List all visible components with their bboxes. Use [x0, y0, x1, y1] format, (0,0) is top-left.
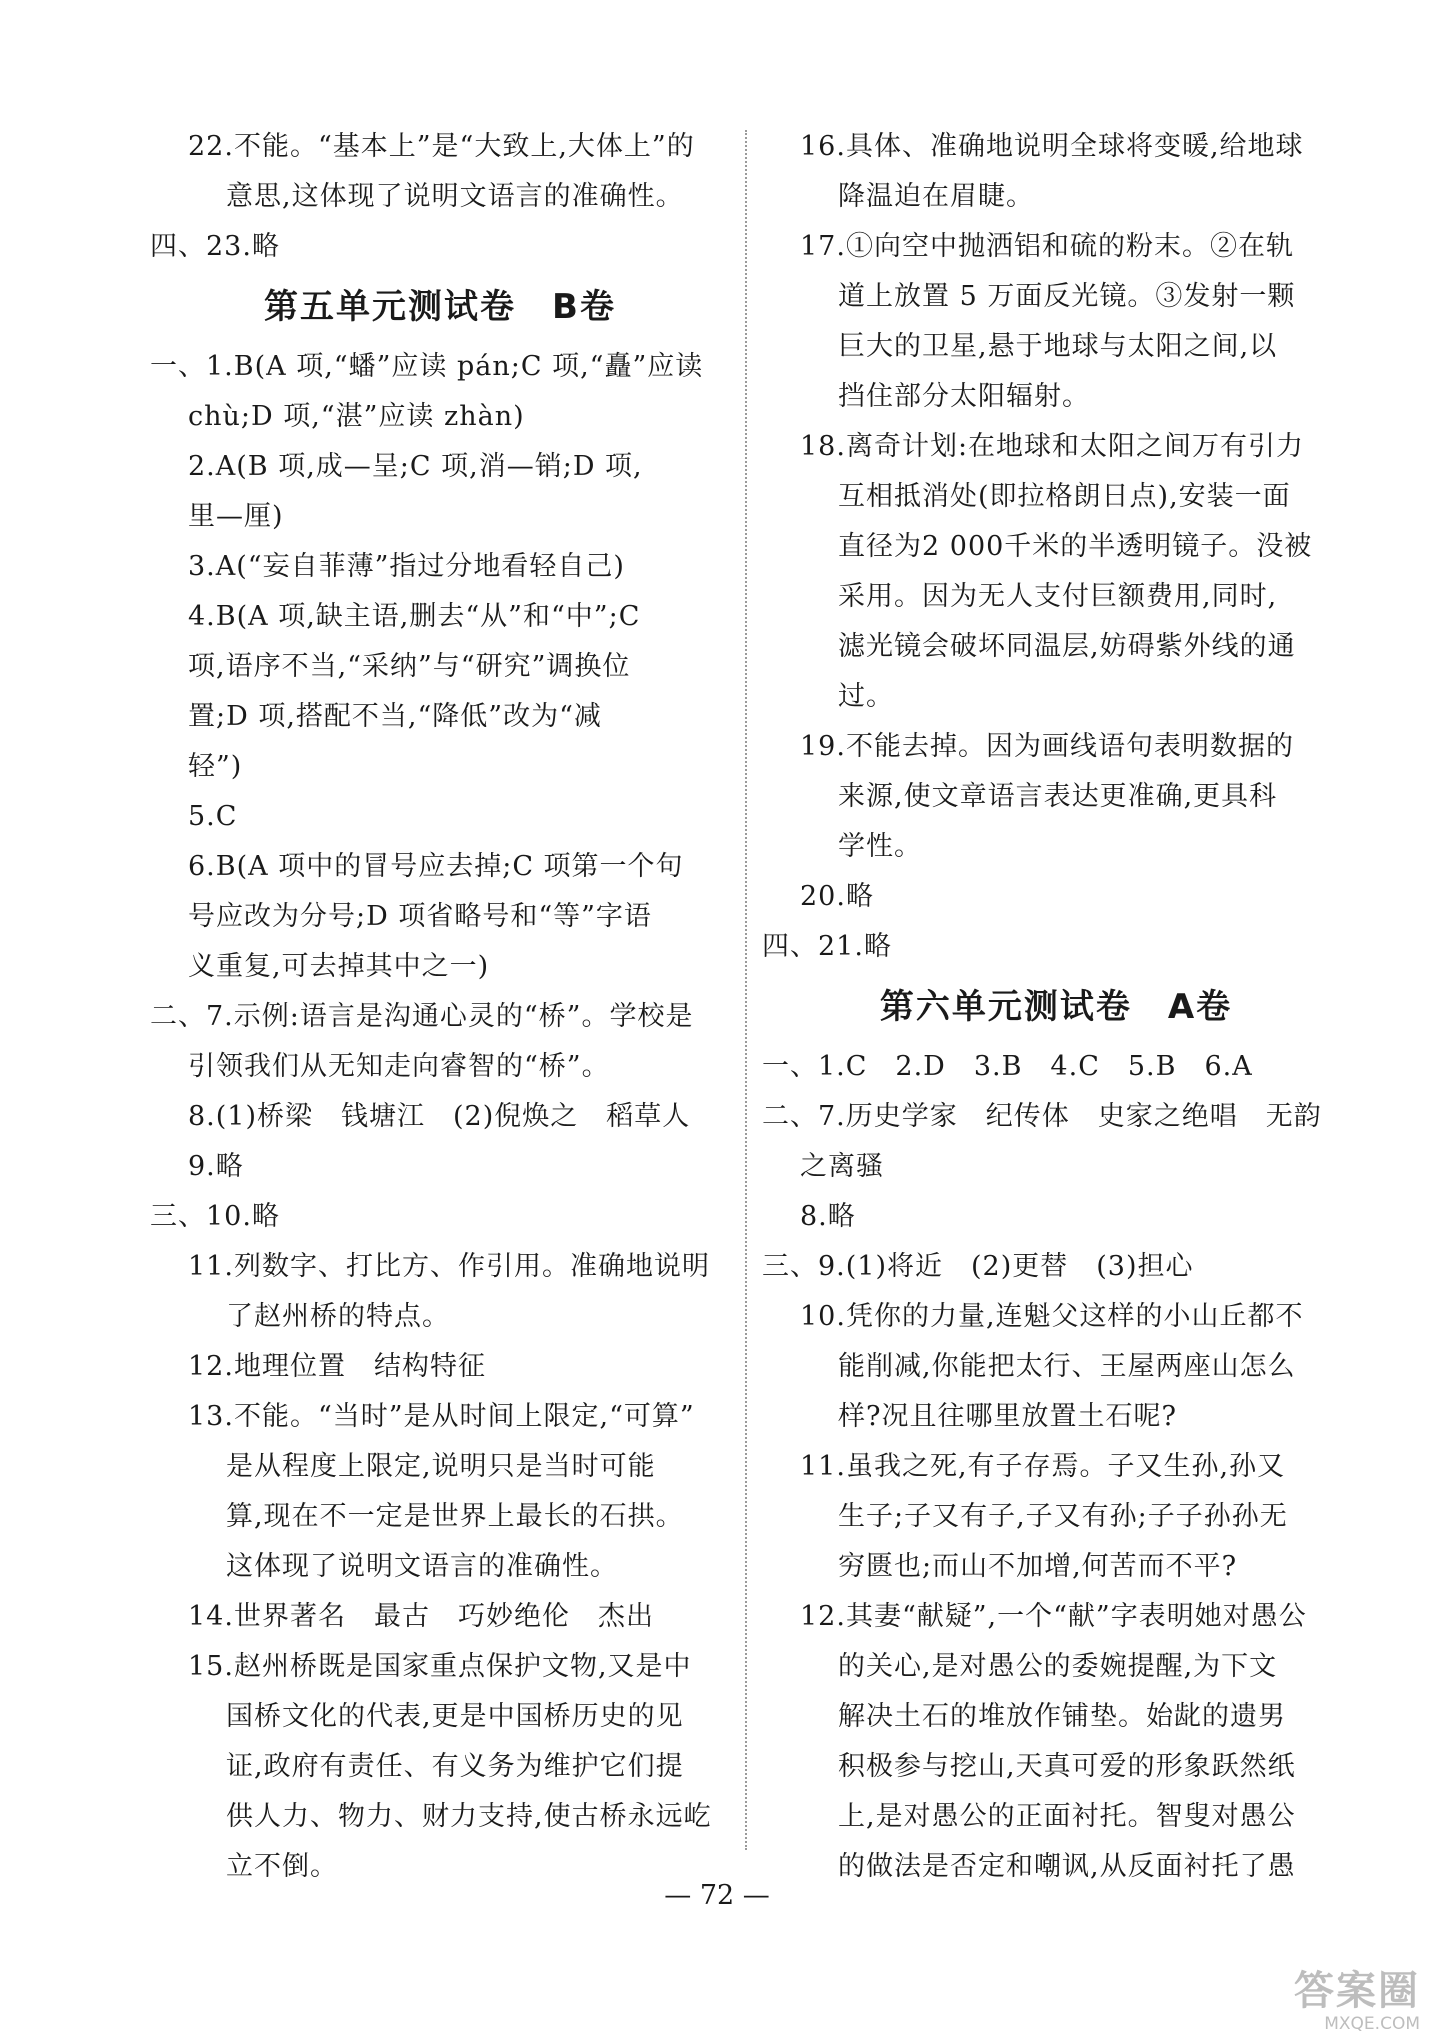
answer-line: 项,语序不当,“采纳”与“研究”调换位	[188, 651, 631, 682]
answer-line: 学性。	[838, 831, 922, 862]
answer-line: 14.世界著名 最古 巧妙绝伦 杰出	[188, 1601, 654, 1632]
watermark-logo	[1280, 1969, 1420, 2039]
answer-line: 积极参与挖山,天真可爱的形象跃然纸	[838, 1751, 1296, 1782]
answer-line: 这体现了说明文语言的准确性。	[226, 1551, 618, 1582]
answer-line: 三、10.略	[150, 1201, 280, 1232]
answer-line: 立不倒。	[226, 1851, 338, 1882]
answer-line: 11.虽我之死,有子存焉。子又生孙,孙又	[800, 1451, 1286, 1482]
answer-line: 8.(1)桥梁 钱塘江 (2)倪焕之 稻草人	[188, 1101, 691, 1132]
answer-line: 里—厘)	[188, 501, 284, 532]
answer-line: 直径为2 000千米的半透明镜子。没被	[838, 531, 1313, 562]
answer-line: 是从程度上限定,说明只是当时可能	[226, 1451, 656, 1482]
answer-line: 17.①向空中抛洒铝和硫的粉末。②在轨	[800, 231, 1294, 262]
answer-line: 互相抵消处(即拉格朗日点),安装一面	[838, 481, 1291, 512]
answer-line: 轻”)	[188, 751, 243, 782]
answer-line: 二、7.历史学家 纪传体 史家之绝唱 无韵	[762, 1101, 1322, 1132]
answer-line: 证,政府有责任、有义务为维护它们提	[226, 1751, 684, 1782]
answer-line: 采用。因为无人支付巨额费用,同时,	[838, 581, 1278, 612]
left-column	[150, 122, 730, 1892]
answer-line: 13.不能。“当时”是从时间上限定,“可算”	[188, 1401, 695, 1432]
answer-line: 8.略	[800, 1201, 856, 1232]
answer-line: 算,现在不一定是世界上最长的石拱。	[226, 1501, 684, 1532]
answer-line: 来源,使文章语言表达更准确,更具科	[838, 781, 1278, 812]
answer-line: 四、23.略	[150, 231, 280, 262]
answer-line: 3.A(“妄自菲薄”指过分地看轻自己)	[188, 551, 625, 582]
answer-line: 义重复,可去掉其中之一)	[188, 951, 490, 982]
answer-line: 三、9.(1)将近 (2)更替 (3)担心	[762, 1251, 1194, 1282]
watermark-text: 答案圈	[1294, 1968, 1420, 2014]
answer-line: 一、1.C 2.D 3.B 4.C 5.B 6.A	[762, 1051, 1253, 1082]
answer-line: chù;D 项,“湛”应读 zhàn)	[188, 401, 525, 432]
answer-line: 12.其妻“献疑”,一个“献”字表明她对愚公	[800, 1601, 1307, 1632]
answer-line: 国桥文化的代表,更是中国桥历史的见	[226, 1701, 684, 1732]
column-divider	[745, 130, 747, 1850]
answer-line: 能削减,你能把太行、王屋两座山怎么	[838, 1351, 1296, 1382]
answer-line: 20.略	[800, 881, 874, 912]
section-heading: 第六单元测试卷 A卷	[879, 987, 1233, 1027]
answer-line: 四、21.略	[762, 931, 892, 962]
answer-line: 解决土石的堆放作铺垫。始龀的遗男	[838, 1701, 1286, 1732]
answer-line: 置;D 项,搭配不当,“降低”改为“减	[188, 701, 602, 732]
answer-line: 18.离奇计划:在地球和太阳之间万有引力	[800, 431, 1305, 462]
answer-line: 号应改为分号;D 项省略号和“等”字语	[188, 901, 652, 932]
answer-line: 22.不能。“基本上”是“大致上,大体上”的	[188, 131, 695, 162]
answer-line: 的做法是否定和嘲讽,从反面衬托了愚	[838, 1851, 1296, 1882]
answer-line: 二、7.示例:语言是沟通心灵的“桥”。学校是	[150, 1001, 694, 1032]
answer-line: 11.列数字、打比方、作引用。准确地说明	[188, 1251, 710, 1282]
answer-line: 生子;子又有子,子又有孙;子子孙孙无	[838, 1501, 1288, 1532]
answer-line: 10.凭你的力量,连魁父这样的小山丘都不	[800, 1301, 1304, 1332]
watermark-url: MXQE.COM	[1324, 2014, 1420, 2034]
right-column	[762, 122, 1350, 1892]
answer-line: 挡住部分太阳辐射。	[838, 381, 1090, 412]
answer-line: 5.C	[188, 801, 238, 832]
answer-line: 降温迫在眉睫。	[838, 181, 1034, 212]
answer-line: 道上放置 5 万面反光镜。③发射一颗	[838, 281, 1296, 312]
answer-line: 的关心,是对愚公的委婉提醒,为下文	[838, 1651, 1278, 1682]
answer-line: 一、1.B(A 项,“蟠”应读 pán;C 项,“矗”应读	[150, 351, 704, 382]
answer-line: 了赵州桥的特点。	[226, 1301, 450, 1332]
answer-line: 2.A(B 项,成—呈;C 项,消—销;D 项,	[188, 451, 643, 482]
answer-line: 样?况且往哪里放置土石呢?	[838, 1401, 1177, 1432]
answer-line: 供人力、物力、财力支持,使古桥永远屹	[226, 1801, 712, 1832]
answer-line: 上,是对愚公的正面衬托。智叟对愚公	[838, 1801, 1296, 1832]
answer-line: 巨大的卫星,悬于地球与太阳之间,以	[838, 331, 1278, 362]
answer-line: 16.具体、准确地说明全球将变暖,给地球	[800, 131, 1304, 162]
answer-line: 意思,这体现了说明文语言的准确性。	[226, 181, 684, 212]
answer-line: 6.B(A 项中的冒号应去掉;C 项第一个句	[188, 851, 684, 882]
answer-line: 引领我们从无知走向睿智的“桥”。	[188, 1051, 610, 1082]
answer-line: 15.赵州桥既是国家重点保护文物,又是中	[188, 1651, 692, 1682]
section-heading: 第五单元测试卷 B卷	[264, 287, 616, 327]
answer-line: 4.B(A 项,缺主语,删去“从”和“中”;C	[188, 601, 641, 632]
answer-line: 穷匮也;而山不加增,何苦而不平?	[838, 1551, 1238, 1582]
page-number: — 72 —	[664, 1880, 770, 1911]
answer-line: 9.略	[188, 1151, 244, 1182]
answer-line: 12.地理位置 结构特征	[188, 1351, 486, 1382]
answer-line: 过。	[838, 681, 894, 712]
answer-line: 19.不能去掉。因为画线语句表明数据的	[800, 731, 1294, 762]
answer-line: 滤光镜会破坏同温层,妨碍紫外线的通	[838, 631, 1296, 662]
answer-line: 之离骚	[800, 1151, 884, 1182]
